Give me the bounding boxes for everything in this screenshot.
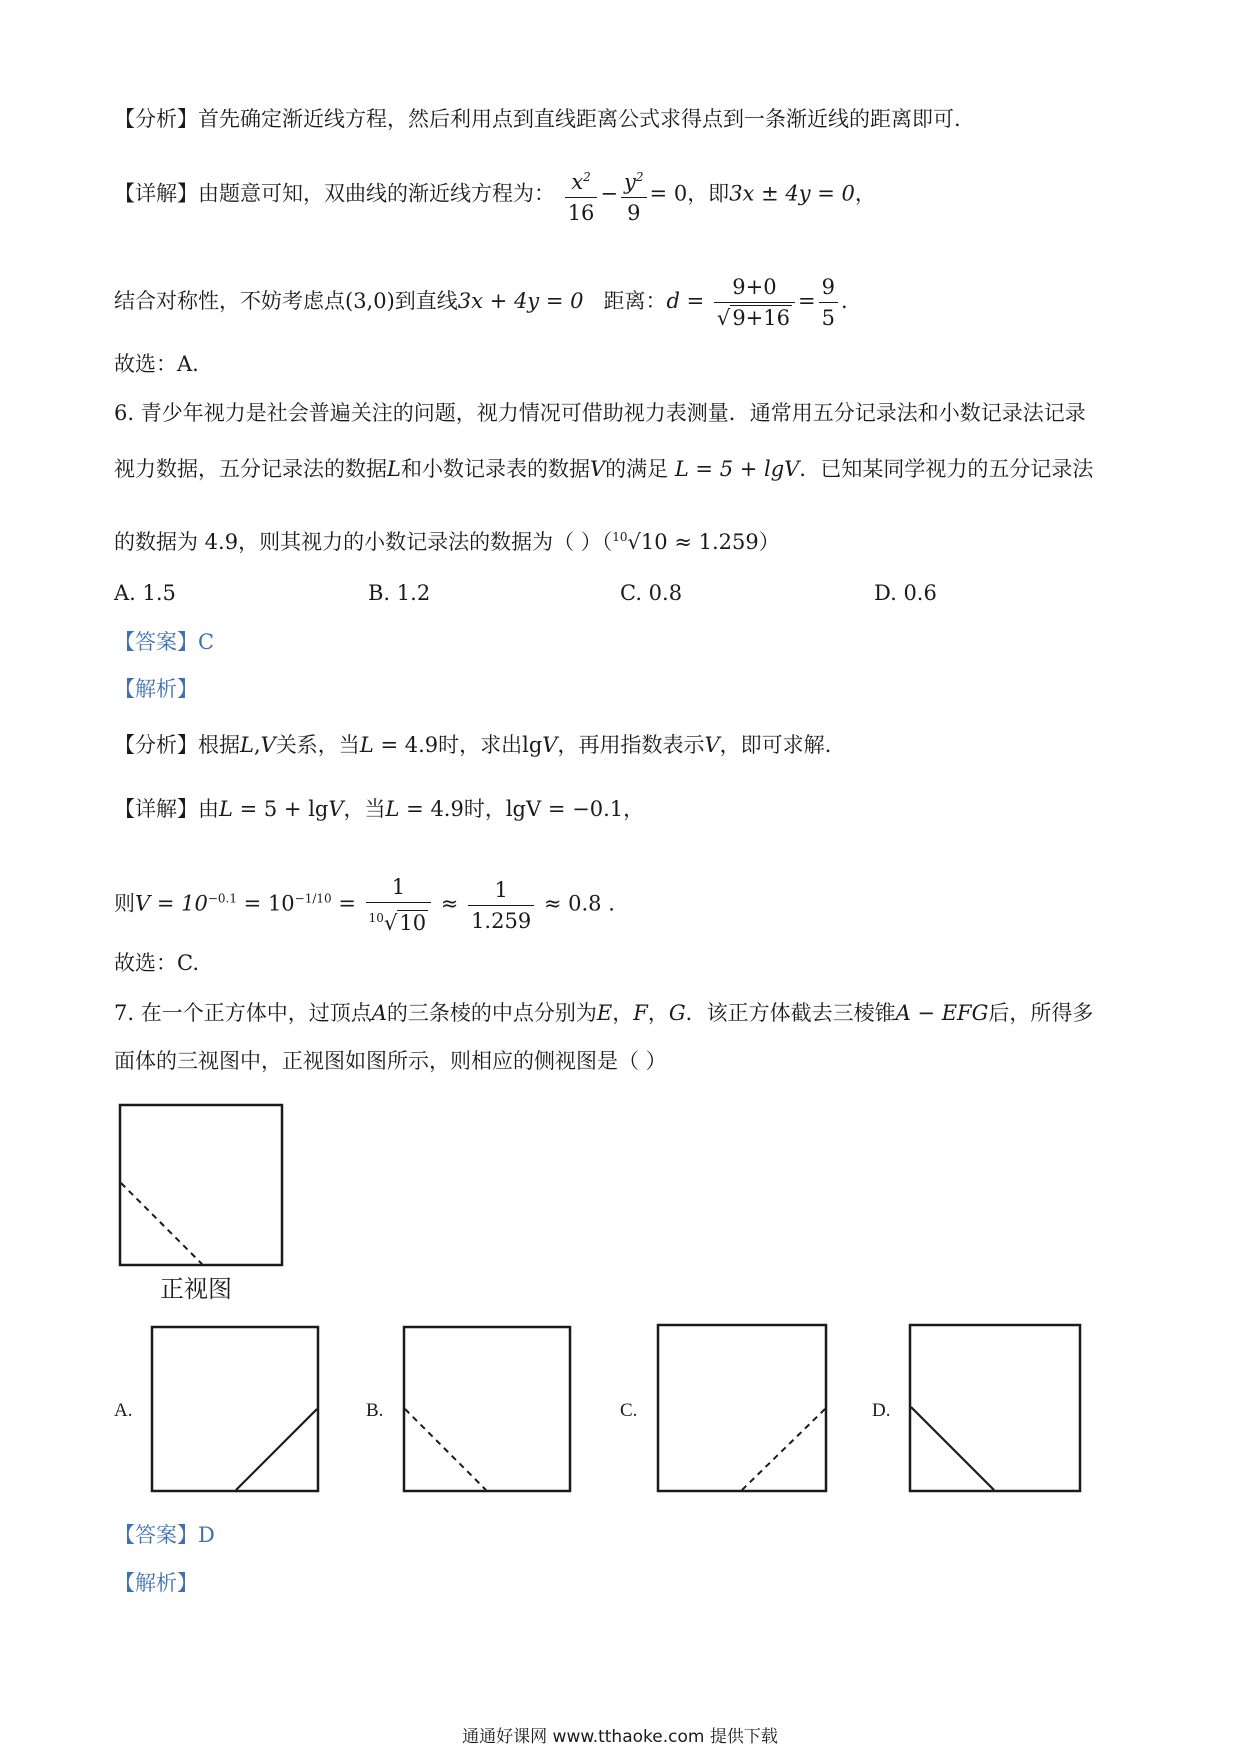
q5-line2-c: 距离： xyxy=(603,289,667,313)
frac-distance: $\frac{9+0}{√9+16}$ xyxy=(714,272,795,333)
q5-eq-end: = 0 xyxy=(649,181,688,206)
q7-stem-2: 面体的三视图中，正视图如图所示，则相应的侧视图是（ ） xyxy=(114,1049,667,1073)
q5-detail-mid: ，即 xyxy=(687,181,730,206)
q5-line2-b: 到直线 xyxy=(394,289,458,313)
q5-asym-eq: 3x ± 4y = 0 xyxy=(729,181,855,206)
q7-opt-label-a: A. xyxy=(114,1400,133,1421)
q5-choice: 故选：A. xyxy=(114,352,199,376)
q5-detail-prefix: 【详解】由题意可知，双曲线的渐近线方程为： xyxy=(114,181,555,206)
q7-option-d-figure xyxy=(908,1323,1082,1495)
q6-stem-1: 6. 青少年视力是社会普遍关注的问题，视力情况可借助视力表测量．通常用五分记录法和小数记录法记录 xyxy=(114,401,1086,425)
q6-option-a: A. 1.5 xyxy=(114,581,176,605)
frac-x2-16: $\frac{x^2}{16}$ xyxy=(565,162,598,228)
q6-option-d: D. 0.6 xyxy=(874,581,937,605)
q6-calc: 则$V = 10^{-0.1} = 10^{-1/10}$ = $\frac{1}{^{10}√10}$ ≈ $\frac{1}{1.259}$ ≈ 0.8 . xyxy=(114,872,615,938)
q7-opt-label-d: D. xyxy=(872,1400,891,1421)
q7-answer: 【答案】D xyxy=(114,1523,215,1547)
q6-option-c: C. 0.8 xyxy=(620,581,683,605)
q7-option-a-figure xyxy=(150,1325,322,1495)
q5-d-label: d = xyxy=(666,289,705,313)
page-footer: 通通好课网 www.tthaoke.com 提供下载 xyxy=(462,1727,778,1747)
q6-choice: 故选：C. xyxy=(114,951,199,975)
q5-line2-a: 结合对称性，不妨考虑点 xyxy=(114,289,345,313)
q6-stem-3: 的数据为 4.9，则其视力的小数记录法的数据为（ ）（$^{10}$√10 ≈ 1.259） xyxy=(114,530,780,554)
q6-option-b: B. 1.2 xyxy=(368,581,431,605)
q6-analysis: 【分析】根据L,V关系，当L = 4.9时，求出lgV，再用指数表示V，即可求解. xyxy=(114,733,832,757)
frac-1-1259: $\frac{1}{1.259}$ xyxy=(468,875,534,936)
front-view-figure xyxy=(118,1103,288,1273)
frac-9-5: $\frac{9}{5}$ xyxy=(819,272,838,333)
q6-formula: L = 5 + lgV xyxy=(674,457,800,481)
q5-line-eq: 3x + 4y = 0 xyxy=(457,289,584,313)
q7-option-c-figure xyxy=(656,1323,828,1495)
q5-point: (3,0) xyxy=(345,289,395,313)
q5-distance-line: 结合对称性，不妨考虑点(3,0)到直线3x + 4y = 0 距离：d = $\frac{9+0}{√9+16}$ = $\frac{9}{5}$ . xyxy=(114,272,848,333)
q7-opt-label-c: C. xyxy=(620,1400,638,1421)
frac-1-root10: $\frac{1}{^{10}√10}$ xyxy=(366,872,431,938)
q6-stem-2: 视力数据，五分记录法的数据L和小数记录表的数据V的满足 L = 5 + lgV．已知某同学视力的五分记录法 xyxy=(114,457,1094,481)
q6-answer: 【答案】C xyxy=(114,630,215,654)
q7-jiexi: 【解析】 xyxy=(114,1571,198,1595)
q6-jiexi: 【解析】 xyxy=(114,677,198,701)
q7-option-b-figure xyxy=(402,1325,574,1495)
q7-opt-label-b: B. xyxy=(366,1400,384,1421)
q5-detail-line: 【详解】由题意可知，双曲线的渐近线方程为： $\frac{x^2}{16}$ − $\frac{y^2}{9}$ = 0，即3x ± 4y = 0， xyxy=(114,162,876,228)
q5-analysis: 【分析】首先确定渐近线方程，然后利用点到直线距离公式求得点到一条渐近线的距离即可. xyxy=(114,107,961,131)
q7-stem-1: 7. 在一个正方体中，过顶点A的三条棱的中点分别为E，F，G．该正方体截去三棱锥A − EFG后，所得多 xyxy=(114,1001,1094,1025)
frac-y2-9: $\frac{y^2}{9}$ xyxy=(621,162,647,228)
q6-detail: 【详解】由L = 5 + lgV，当L = 4.9时，lgV = −0.1， xyxy=(114,797,645,821)
front-view-caption: 正视图 xyxy=(160,1275,232,1303)
